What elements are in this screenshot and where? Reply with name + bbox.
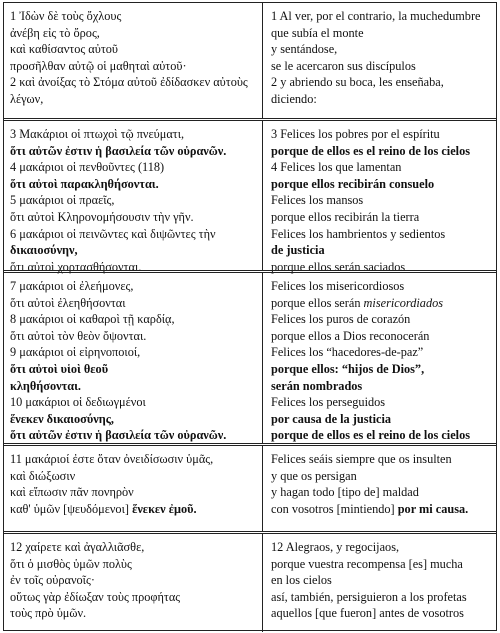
greek-line: δικαιοσύνην, [10,243,78,258]
spanish-line: aquellos [que fueron] antes de vosotros [271,606,464,621]
greek-line: ἀνέβη εἰς τὸ ὄρος, [10,25,100,40]
emphasis-phrase: ἕνεκεν ἐμοῦ. [132,501,197,516]
spanish-text-cell [262,534,496,632]
greek-line: προσῆλθαν αὐτῷ οἱ μαθηταὶ αὐτοῦ· [10,58,187,73]
greek-line: καθ' ὑμῶν [ψευδόμενοι] ἕνεκεν ἐμοῦ. [10,501,197,516]
spanish-line: porque ellos a Dios reconocerán [271,328,430,343]
spanish-line: porque ellos: “hijos de Dios”, [271,361,425,376]
greek-text-cell [4,534,262,632]
spanish-line: Felices los misericordiosos [271,279,405,293]
greek-line: οὕτως γὰρ ἐδίωξαν τοὺς προφήτας [10,589,181,604]
greek-line: 4 μακάριοι οἱ πενθοῦντες (118) [10,160,165,175]
greek-line: ὅτι αὐτῶν ἐστιν ἡ βασιλεία τῶν οὐρανῶν. [10,428,227,443]
verse-block [4,531,496,632]
spanish-line: y hagan todo [tipo de] maldad [271,485,419,500]
spanish-line: serán nombrados [271,378,363,393]
greek-line: 8 μακάριοι οἱ καθαροὶ τῇ καρδίᾳ, [10,312,175,327]
emphasis-phrase: por mi causa. [397,501,469,516]
greek-line: ὅτι αὐτοὶ παρακληθήσονται. [10,176,159,191]
greek-text-cell [4,273,262,443]
greek-line: ὅτι αὐτοὶ χορτασθήσονται. [10,259,142,274]
greek-line: καὶ διώξωσιν [10,468,76,483]
spanish-line: Felices los “hacedores-de-paz” [271,345,424,360]
greek-line: 11 μακάριοί ἐστε ὅταν ὀνειδίσωσιν ὑμᾶς, [10,452,214,466]
parallel-text-table [3,2,497,631]
greek-line: 6 μακάριοι οἱ πεινῶντες καὶ διψῶντες τὴν [10,226,216,241]
greek-text-cell [4,121,262,274]
greek-text-cell [4,3,262,118]
greek-line: καὶ καθίσαντος αὐτοῦ [10,42,119,57]
spanish-line: porque de ellos es el reino de los cielos [271,143,471,158]
verse-block [4,443,496,531]
spanish-line: 1 Al ver, por el contrario, la muchedumbre [271,9,481,23]
spanish-line: 3 Felices los pobres por el espíritu [271,127,440,141]
verse-block [4,118,496,274]
spanish-line: Felices los mansos [271,193,364,208]
spanish-text-cell [262,3,496,118]
spanish-line: 12 Alegraos, y regocijaos, [271,540,400,554]
greek-line: ὅτι ὁ μισθὸς ὑμῶν πολὺς [10,556,132,571]
spanish-line: por causa de la justicia [271,411,392,426]
greek-line: 5 μακάριοι οἱ πραεῖς, [10,193,115,208]
greek-line: 7 μακάριοι οἱ ἐλεήμονες, [10,279,134,293]
spanish-line: Felices los hambrientos y sedientos [271,226,446,241]
spanish-line: y sentándose, [271,42,338,57]
spanish-line: y que os persigan [271,468,357,483]
spanish-line: Felices los perseguidos [271,395,386,410]
spanish-line: porque ellos recibirán la tierra [271,209,420,224]
greek-line: 12 χαίρετε καὶ ἀγαλλιᾶσθε, [10,540,145,554]
greek-line: 3 Μακάριοι οἱ πτωχοὶ τῷ πνεύματι, [10,127,185,141]
greek-line: ὅτι αὐτοὶ τὸν θεὸν ὄψονται. [10,328,147,343]
greek-text-cell [4,446,262,531]
verse-block [4,270,496,443]
spanish-line: porque vuestra recompensa [es] mucha [271,556,463,571]
spanish-line: Felices los puros de corazón [271,312,411,327]
greek-line: ὅτι αὐτοὶ υἱοὶ θεοῦ [10,361,109,376]
greek-line: ἕνεκεν δικαιοσύνης, [10,411,114,426]
spanish-text-cell [262,273,496,443]
spanish-line: se le acercaron sus discípulos [271,58,416,73]
greek-line: 2 καὶ ἀνοίξας τὸ Στόμα αὐτοῦ ἐδίδασκεν αὐτοὺς [10,75,248,90]
greek-line: ὅτι αὐτῶν ἐστιν ἡ βασιλεία τῶν οὐρανῶν. [10,143,227,158]
greek-line: ὅτι αὐτοὶ Κληρονομήσουσιν τὴν γῆν. [10,209,194,224]
spanish-text-cell [262,446,496,531]
spanish-line: diciendo: [271,91,317,106]
spanish-line: que subía el monte [271,25,364,40]
greek-line: κληθήσονται. [10,378,82,393]
emphasis-word: misericordiados [363,295,444,310]
greek-line: λέγων, [10,91,44,106]
greek-line: 9 μακάριοι οἱ εἰρηνοποιοί, [10,345,141,360]
greek-line: καὶ εἴπωσιν πᾶν πονηρὸν [10,485,134,500]
spanish-line: porque ellos serán saciados [271,259,406,274]
spanish-line: porque ellos serán misericordiados [271,295,444,310]
spanish-line: así, también, persiguieron a los profetas [271,589,467,604]
spanish-line: en los cielos [271,573,332,588]
greek-line: 1 Ἰδὼν δὲ τοὺς ὄχλους [10,9,122,23]
greek-line: 10 μακάριοι οἱ δεδιωγμένοι [10,395,146,410]
spanish-text-cell [262,121,496,274]
verse-block [4,3,496,118]
spanish-line: de justicia [271,243,325,258]
spanish-line: Felices seáis siempre que os insulten [271,452,452,466]
greek-line: τοὺς πρὸ ὑμῶν. [10,606,87,621]
spanish-line: 4 Felices los que lamentan [271,160,402,175]
spanish-line: porque de ellos es el reino de los cielos [271,428,471,443]
greek-line: ὅτι αὐτοὶ ἐλεηθήσονται [10,295,126,310]
spanish-line: con vosotros [mintiendo] por mi causa. [271,501,469,516]
spanish-line: 2 y abriendo su boca, les enseñaba, [271,75,444,90]
spanish-line: porque ellos recibirán consuelo [271,176,435,191]
greek-line: ἐν τοῖς οὐρανοῖς· [10,573,95,588]
